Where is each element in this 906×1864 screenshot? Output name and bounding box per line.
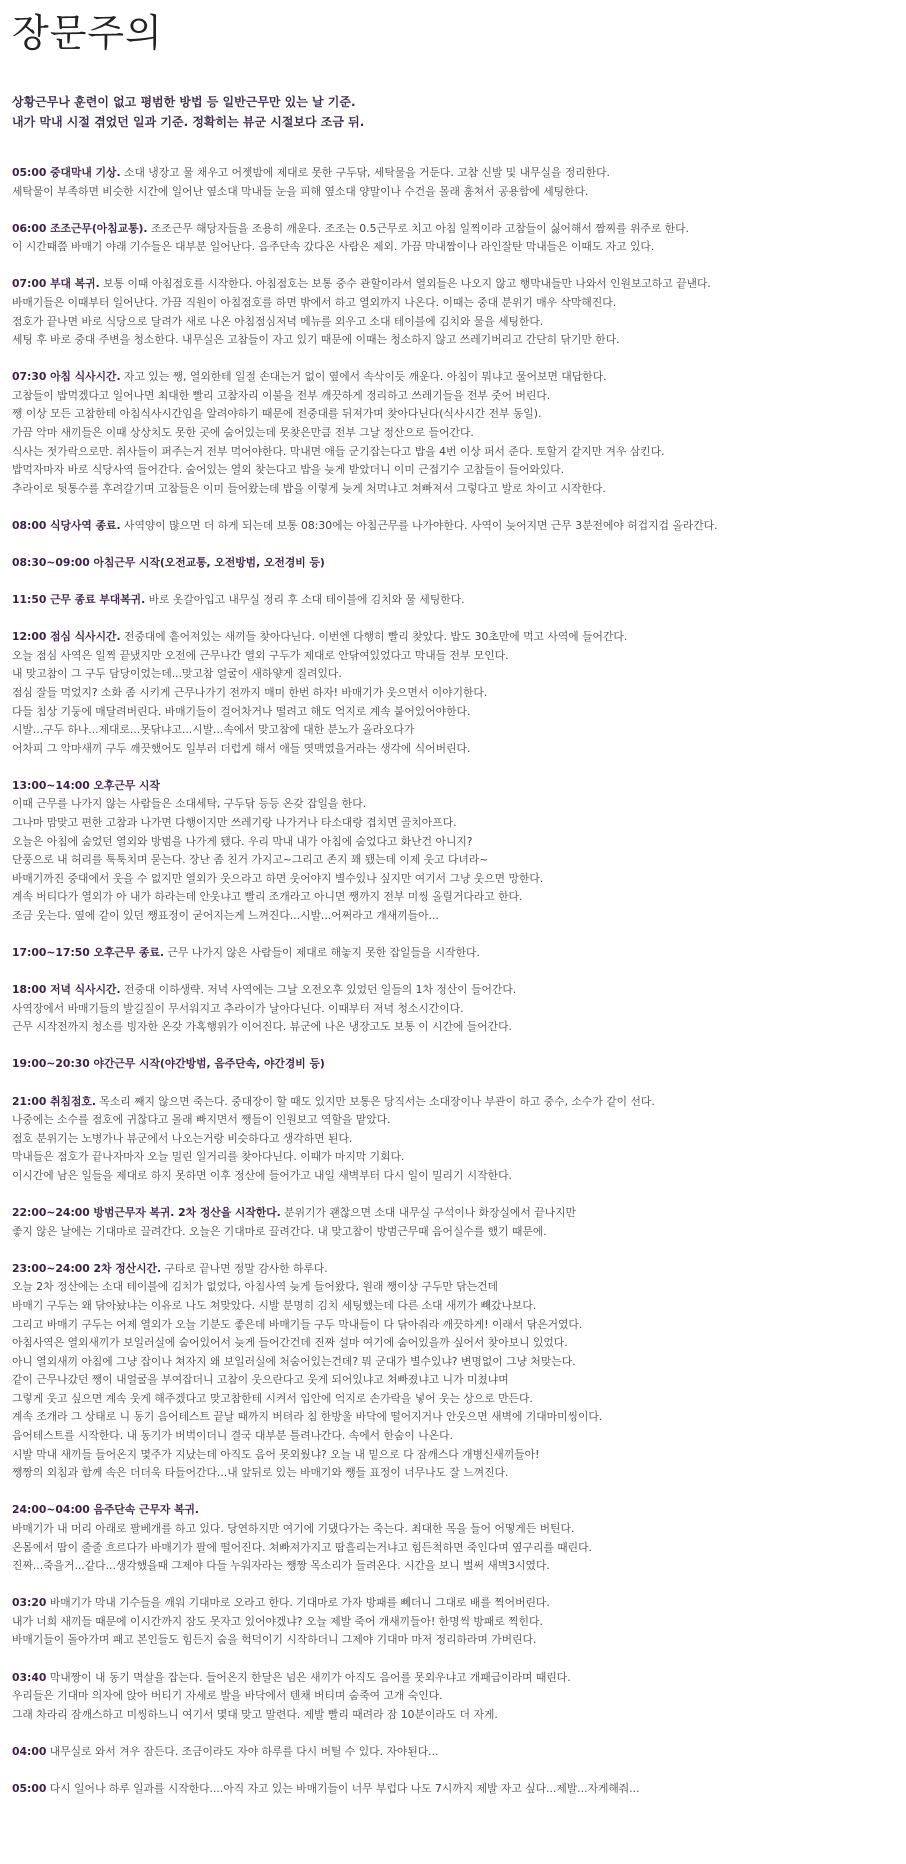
timeline-entry: [12, 1669, 894, 1725]
entry-line: 이 시간때쯤 바매기 야래 기수들은 대부분 일어난다. 음주단속 갔다온 사람은 제외. 가끔 막내짬이나 라인잘탄 막내들은 이때도 자고 있다.: [12, 240, 655, 254]
entry-time-heading: 03:20: [12, 1596, 47, 1610]
intro-line: 상황근무나 훈련이 없고 평범한 방법 등 일반근무만 있는 날 기준.: [12, 95, 356, 109]
timeline-entry: [12, 164, 894, 201]
entry-text: 조조근무 해당자들을 조용히 깨운다. 조조는 0.5근무로 치고 아침 일찍이라 고참들이 싫어해서 짬찌를 위주로 한다.: [147, 221, 689, 235]
entry-first-line: [12, 1501, 894, 1520]
entry-first-line: [12, 1780, 894, 1799]
entry-line: 이때 근무를 나가지 않는 사람들은 소대세탁, 구두닦 등등 온갖 잡일을 한다.: [12, 797, 367, 811]
timeline-entry: [12, 1093, 894, 1186]
entry-line: 진짜...죽을거...같다...생각했을때 그제야 다들 누워자라는 쨍짱 목소리가 들려온다. 시간을 보니 벌써 새벽3시였다.: [12, 1559, 550, 1573]
entry-text: 전중대 이하생략. 저녁 사역에는 그날 오전오후 있었던 일들의 1차 정산이 들어간다.: [120, 983, 517, 997]
timeline-entry: [12, 275, 894, 349]
entry-time-heading: 06:00 조조근무(아침교통).: [12, 221, 148, 235]
entry-first-line: [12, 1055, 894, 1074]
entry-time-heading: 22:00~24:00 방범근무자 복귀. 2차 정산을 시작한다.: [12, 1206, 281, 1220]
timeline-entry: [12, 981, 894, 1037]
entry-first-line: [12, 591, 894, 610]
entry-line: 오늘 점심 사역은 일찍 끝냈지만 오전에 근무나간 열외 구두가 제대로 안닦여있었다고 막내들 전부 모인다.: [12, 648, 509, 662]
entry-first-line: [12, 220, 894, 239]
timeline-entry: [12, 368, 894, 498]
timeline-entry: [12, 554, 894, 573]
entry-time-heading: 17:00~17:50 오후근무 종료.: [12, 946, 164, 960]
entry-line: 음어테스트를 시작한다. 내 동기가 버벅이더니 결국 대부분 틀려나간다. 속에서 한숨이 나온다.: [12, 1429, 453, 1443]
entry-line: 세탁물이 부족하면 비슷한 시간에 일어난 옆소대 막내들 눈을 피해 옆소대 양말이나 수건을 몰래 훔쳐서 공용함에 세팅한다.: [12, 184, 589, 198]
entry-first-line: [12, 164, 894, 183]
entry-first-line: [12, 1093, 894, 1112]
timeline-entry: [12, 1594, 894, 1650]
entry-first-line: [12, 368, 894, 387]
entry-first-line: [12, 628, 894, 647]
entry-time-heading: 05:00: [12, 1781, 47, 1795]
entry-time-heading: 18:00 저녁 식사시간.: [12, 983, 121, 997]
entry-line: 식사는 젓가락으로만. 취사들이 퍼주는거 전부 먹어야한다. 막내면 애들 군기잡는다고 밥을 4번 이상 퍼서 준다. 토할거 같지만 겨우 삼킨다.: [12, 444, 665, 458]
entry-line: 쨍 이상 모든 고참한테 아침식사시간임을 알려야하기 때문에 전중대를 뒤져가며 찾아다닌다(식사시간 전부 동일).: [12, 407, 542, 421]
entry-line: 우리들은 기대마 의자에 앉아 버티기 자세로 발을 바닥에서 텐채 버티며 숨죽여 고개 숙인다.: [12, 1689, 443, 1703]
entry-line: 세팅 후 바로 중대 주변을 청소한다. 내무실은 고참들이 자고 있기 때문에 이때는 청소하지 않고 쓰레기버리고 간단히 닦기만 한다.: [12, 333, 620, 347]
entry-line: 오늘은 아침에 숨었던 열외와 방범을 나가게 됐다. 우리 막내 내가 아침에 숨었다고 화난건 아니지?: [12, 834, 473, 848]
entry-line: 점호가 끝나면 바로 식당으로 달려가 새로 나온 아침점심저녁 메뉴를 외우고 소대 테이블에 김치와 물을 세팅한다.: [12, 314, 544, 328]
entry-text: 사역양이 많으면 더 하게 되는데 보통 08:30에는 아침근무를 나가야한다. 사역이 늦어지면 근무 3분전에야 허겁지겁 올라간다.: [120, 518, 718, 532]
entry-line: 계속 버티다가 열외가 아 내가 하라는데 안웃냐고 빨리 조개라고 아니면 쨍까지 전부 미씽 올릴거다라고 한다.: [12, 890, 523, 904]
entry-line: 같이 근무나갔던 쨍이 내얼굴을 부여잡더니 고참이 웃으란다고 웃게 되어있냐고 쳐빠졌냐고 니가 미쳤냐며: [12, 1373, 509, 1387]
entry-text: 보통 이때 아침점호를 시작한다. 아침점호는 보통 중수 관할이라서 열외들은 나오지 않고 행막내들만 나와서 인원보고하고 끝낸다.: [99, 277, 711, 291]
entry-text: 자고 있는 쨍, 열외한테 일절 손대는거 없이 옆에서 속삭이듯 깨운다. 아침이 뭐냐고 물어보면 대답한다.: [120, 370, 607, 384]
entry-first-line: [12, 275, 894, 294]
entry-line: 다들 침상 기둥에 매달려버린다. 바매기들이 걸어차거나 떨려고 해도 억지로 계속 붙어있어야한다.: [12, 704, 471, 718]
entry-time-heading: 13:00~14:00 오후근무 시작: [12, 778, 160, 792]
page-title: 장문주의: [12, 11, 163, 55]
entry-time-heading: 08:00 식당사역 종료.: [12, 518, 121, 532]
timeline-entry: [12, 220, 894, 257]
entry-time-heading: 07:30 아침 식사시간.: [12, 370, 121, 384]
entry-line: 아니 열외새끼 아침에 그냥 잡이나 쳐자지 왜 보일러실에 처숨어있는건데? 뭐 군대가 별수있냐? 변명없이 그냥 처맞는다.: [12, 1354, 576, 1368]
entry-first-line: [12, 517, 894, 536]
entry-text: 바매기가 막내 기수들을 깨워 기대마로 오라고 한다. 기대마로 가자 방패를 뻬더니 그대로 배를 찍어버린다.: [46, 1596, 550, 1610]
entry-time-heading: 21:00 취침점호.: [12, 1094, 96, 1108]
entry-line: 나중에는 소수를 점호에 귀찮다고 몰래 빠지면서 쨍들이 인원보고 역할을 맡았다.: [12, 1113, 391, 1127]
timeline-entry: [12, 517, 894, 536]
entry-line: 밥먹자마자 바로 식당사역 들어간다. 숨어있는 열외 찾는다고 밥을 늦게 받았더니 이미 근접기수 고참들이 들어와있다.: [12, 463, 565, 477]
entry-line: 그나마 맘맞고 편한 고참과 나가면 다행이지만 쓰레기랑 나가거나 타소대랑 겹치면 골치아프다.: [12, 816, 457, 830]
entry-line: 고참들이 밥먹겠다고 일어나면 최대한 빨리 고참자리 이불을 전부 깨끗하게 정리하고 쓰레기들을 전부 줏어 버린다.: [12, 388, 551, 402]
entry-line: 바매기 구두는 왜 닦아놨냐는 이유로 나도 쳐맞았다. 시발 분명히 김치 세팅했는데 다른 소대 새끼가 빼갔나보다.: [12, 1298, 537, 1312]
entry-first-line: [12, 1743, 894, 1762]
entry-text: 목소리 째지 않으면 죽는다. 중대장이 할 때도 있지만 보통은 당직서는 소대장이나 부관이 하고 중수, 소수가 같이 선다.: [95, 1094, 655, 1108]
entry-text: 바로 옷갈아입고 내무실 정리 후 소대 테이블에 김치와 물 세팅한다.: [145, 593, 465, 607]
timeline-entry: [12, 1204, 894, 1241]
entry-first-line: [12, 1594, 894, 1613]
entry-time-heading: 19:00~20:30 야간근무 시작(야간방범, 음주단속, 야간경비 등): [12, 1057, 325, 1071]
entry-line: 내 맞고참이 그 구두 담당이었는데...맞고참 얼굴이 새하얗게 질려있다.: [12, 667, 342, 681]
entry-line: 추라이로 뒷통수를 후려갈기며 고참들은 이미 들어왔는데 밥을 이렇게 늦게 처먹냐고 쳐빠져서 그렇다고 발로 차이고 시작한다.: [12, 481, 606, 495]
entry-first-line: [12, 944, 894, 963]
entry-line: 좋지 않은 날에는 기대마로 끌려간다. 오늘은 기대마로 끌려간다. 내 맞고참이 방범근무때 음어실수를 했기 때문에.: [12, 1224, 547, 1238]
entry-line: 점심 잘들 먹었지? 소화 좀 시키게 근무나가기 전까지 매미 한번 하자! 바매기가 웃으면서 이야기한다.: [12, 685, 488, 699]
entry-line: 시발...구두 하나...제대로...못닦냐고...시발...속에서 맞고참에 대한 분노가 올라오다가: [12, 723, 415, 737]
entry-time-heading: 03:40: [12, 1670, 47, 1684]
entry-time-heading: 08:30~09:00 아침근무 시작(오전교통, 오전방범, 오전경비 등): [12, 556, 325, 569]
timeline-entry: [12, 777, 894, 926]
entry-text: 소대 냉장고 물 채우고 어젯밤에 제대로 못한 구두닦, 세탁물을 거둔다. 고참 신발 및 내무실을 정리한다.: [120, 166, 610, 179]
timeline-entry: [12, 1743, 894, 1762]
entry-line: 단풍으로 내 허리를 툭툭치며 묻는다. 장난 좀 친거 가지고~그리고 존지 꽤 됐는데 이제 웃고 다녀라~: [12, 853, 489, 867]
entry-text: 막내짱이 내 동기 멱살을 잡는다. 들어온지 한달은 넘은 새끼가 아직도 음어를 못외우냐고 개패급이라며 때린다.: [46, 1670, 571, 1684]
entry-line: 계속 조개라 그 상태로 니 동기 음어테스트 끝날 때까지 버텨라 침 한방울 바닥에 떨어지거나 안웃으면 새벽에 기대마미씽이다.: [12, 1410, 603, 1424]
intro: [12, 92, 894, 132]
entry-line: 온몸에서 땀이 줄줄 흐르다가 바매기가 팔에 떨어진다. 쳐빠져가지고 땀흘리는거냐고 힘든척하면 죽인다며 옆구리를 때린다.: [12, 1540, 592, 1554]
entry-first-line: [12, 777, 894, 796]
entry-time-heading: 05:00 중대막내 기상.: [12, 166, 121, 179]
entry-line: 점호 분위기는 노병가나 뷰군에서 나오는거랑 비슷하다고 생각하면 된다.: [12, 1131, 353, 1145]
entry-line: 내가 너희 새끼들 때문에 이시간까지 잠도 못자고 있어야겠냐? 오늘 제발 죽어 개새끼들아! 한명씩 방패로 찍힌다.: [12, 1614, 543, 1628]
entry-first-line: [12, 1669, 894, 1688]
entry-line: 바매기까진 중대에서 웃을 수 없지만 열외가 웃으라고 하면 웃어야지 별수있나 싶지만 여기서 그냥 웃으면 망한다.: [12, 871, 544, 885]
entry-line: 조금 웃는다. 옆에 같이 있던 쨍표정이 굳어지는게 느껴진다...시발...어쩌라고 개새끼들아...: [12, 909, 439, 922]
entry-text: 근무 나가지 않은 사람들이 제대로 해놓지 못한 잡일들을 시작한다.: [163, 946, 480, 960]
entry-time-heading: 04:00: [12, 1744, 47, 1758]
entry-line: 오늘 2차 정산에는 소대 테이블에 김치가 없었다, 아침사역 늦게 들어왔다, 원래 쨍이상 구두만 닦는건데: [12, 1280, 498, 1294]
entry-line: 바매기가 내 머리 아래로 팔베개를 하고 있다. 당연하지만 여기에 기댔다가는 죽는다. 최대한 목을 들어 어떻게든 버틴다.: [12, 1521, 575, 1535]
entry-line: 그렇게 웃고 싶으면 계속 웃게 해주겠다고 맞고참한테 시켜서 입안에 억지로 손가락을 넣어 웃는 상으로 만든다.: [12, 1391, 533, 1405]
entry-text: 전중대에 흩어져있는 새끼들 찾아다닌다. 이번엔 다행히 빨리 찾았다. 밥도 30초만에 먹고 사역에 들어간다.: [120, 630, 628, 644]
entry-line: 가끔 악마 새끼들은 이때 상상치도 못한 곳에 숨어있는데 못찾은만큼 전부 그날 정산으로 들어간다.: [12, 426, 474, 440]
entry-text: 내무실로 와서 겨우 잠든다. 조금이라도 자야 하루를 다시 버틸 수 있다. 자야된다...: [46, 1744, 439, 1758]
entry-line: 시발 막내 새끼들 들어온지 몇주가 지났는데 아직도 음어 못외웠냐? 오늘 내 밑으로 다 잠깨스다 개병신새끼들아!: [12, 1447, 540, 1461]
entry-time-heading: 23:00~24:00 2차 정산시간.: [12, 1261, 162, 1275]
entry-line: 이시간에 남은 일들을 제대로 하지 못하면 이후 정산에 들어가고 내일 새벽부터 다시 일이 밀리기 시작한다.: [12, 1168, 512, 1182]
entry-text: 분위기가 괜찮으면 소대 내무실 구석이나 화장실에서 끝나지만: [280, 1206, 576, 1220]
entry-time-heading: 12:00 점심 식사시간.: [12, 630, 121, 644]
timeline-entry: [12, 944, 894, 963]
entry-line: 그리고 바매기 구두는 어제 열외가 오늘 기분도 좋은데 바매기들 구두 막내들이 다 닦아줘라 깨끗하게! 이래서 닦은거였다.: [12, 1317, 583, 1331]
timeline-entry: [12, 1501, 894, 1575]
entry-line: 근무 시작전까지 청소를 빙자한 온갖 가혹행위가 이어진다. 뷰군에 나온 냉장고도 보통 이 시간에 들어간다.: [12, 1020, 512, 1034]
entry-first-line: [12, 1260, 894, 1279]
entry-line: 그래 차라리 잠깨스하고 미씽하느니 여기서 몇대 맞고 말련다. 제발 빨리 때려라 잠 10분이라도 더 자게.: [12, 1707, 498, 1721]
entry-time-heading: 07:00 부대 복귀.: [12, 277, 100, 291]
entry-text: 구타로 끝나면 정말 감사한 하루다.: [161, 1261, 328, 1275]
entry-first-line: [12, 554, 894, 573]
entry-line: 바매기들이 돌아가며 패고 본인들도 힘든지 숨을 헉덕이기 시작하더니 그제야 기대마 마저 정리하라며 가버린다.: [12, 1633, 537, 1647]
entry-first-line: [12, 1204, 894, 1223]
timeline-entry: [12, 1780, 894, 1799]
entry-line: 사역장에서 바매기들의 발길질이 무서워지고 추라이가 날아다닌다. 이때부터 저녁 청소시간이다.: [12, 1001, 464, 1015]
timeline-entry: [12, 1260, 894, 1483]
entry-line: 아침사역은 열외새끼가 보일러실에 숨어있어서 늦게 들어간건데 진짜 설마 여기에 숨어있을까 싶어서 찾아보니 있었다.: [12, 1336, 568, 1350]
timeline-sections: [12, 164, 894, 1798]
entry-text: 다시 일어나 하루 일과를 시작한다....아직 자고 있는 바매기들이 너무 부럽다 나도 7시까지 제발 자고 싶다...제발...자게해줘...: [46, 1781, 640, 1795]
entry-line: 어차피 그 악마새끼 구두 깨끗했어도 일부러 더럽게 해서 애들 엿맥였을거라는 생각에 식어버린다.: [12, 741, 471, 755]
timeline-entry: [12, 628, 894, 758]
entry-time-heading: 11:50 근무 종료 부대복귀.: [12, 593, 146, 607]
intro-line: 내가 막내 시절 겪었던 일과 기준. 정확히는 뷰군 시절보다 조금 뒤.: [12, 115, 365, 129]
entry-line: 막내들은 점호가 끝나자마자 오늘 밀린 일거리를 찾아다닌다. 이때가 마지막 기회다.: [12, 1150, 405, 1164]
entry-time-heading: 24:00~04:00 음주단속 근무자 복귀.: [12, 1503, 200, 1517]
entry-first-line: [12, 981, 894, 1000]
timeline-entry: [12, 591, 894, 610]
timeline-entry: [12, 1055, 894, 1074]
entry-line: 쨍짱의 외침과 함께 속은 더더욱 타들어간다...내 앞뒤로 있는 바매기와 쨍들 표정이 너무나도 잘 느껴진다.: [12, 1466, 509, 1480]
entry-line: 바매기들은 이때부터 일어난다. 가끔 직원이 아침점호를 하면 밖에서 하고 열외까지 나온다. 이때는 중대 분위기 매우 삭막해진다.: [12, 295, 617, 309]
